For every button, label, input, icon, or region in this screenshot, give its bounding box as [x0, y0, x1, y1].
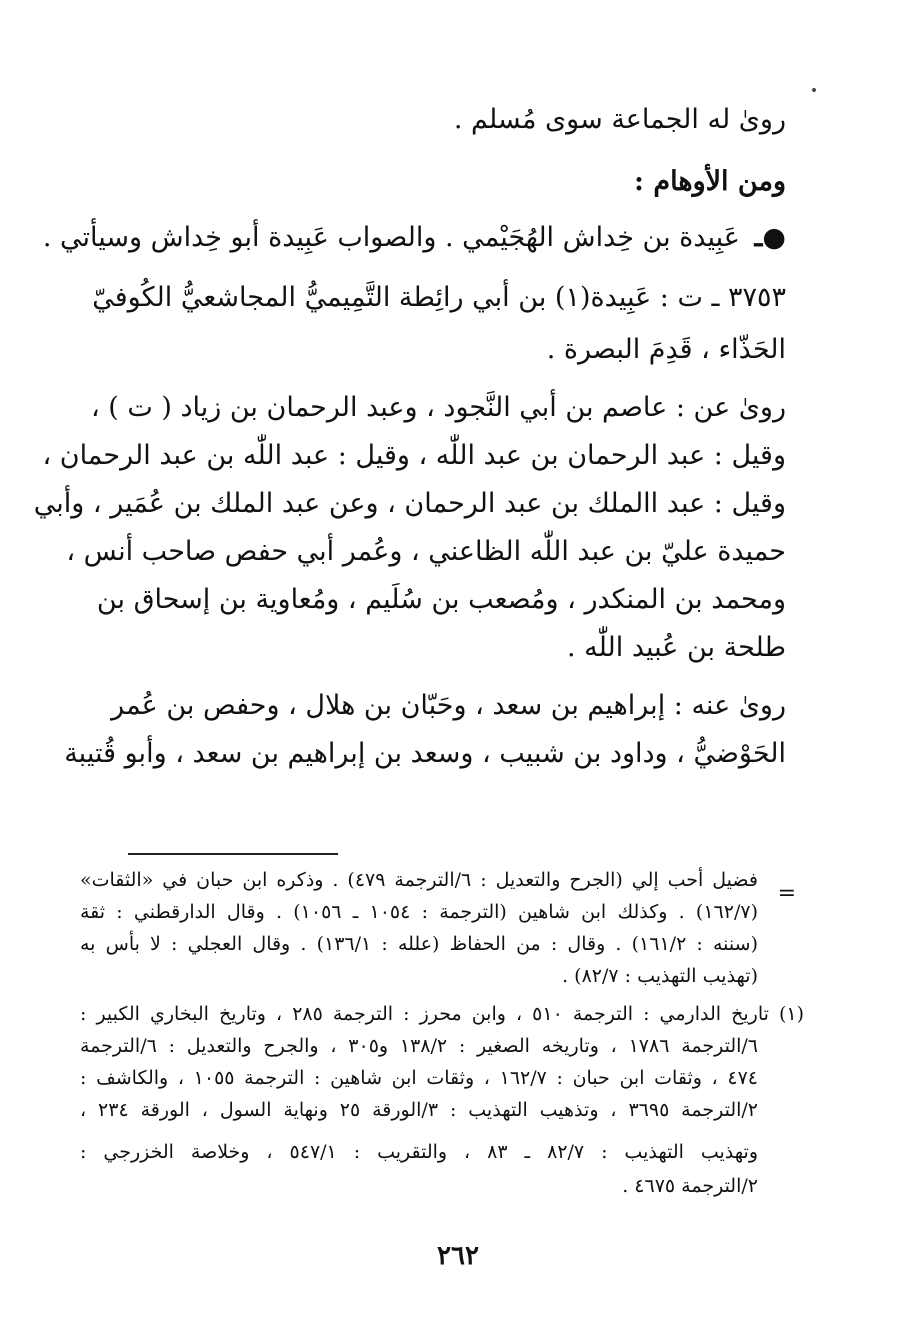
text-line: وقيل : عبد الرحمان بن عبد اللّٰه ، وقيل : عبد اللّٰه بن عبد الرحمان ،: [42, 440, 786, 471]
text-line: وقيل : عبد االملك بن عبد الرحمان ، وعن عبد الملك بن عُمَير ، وأبي: [33, 488, 786, 519]
footnote-1-line: ٦/الترجمة ١٧٨٦ ، وتاريخه الصغير : ١٣٨/٢ و٣٠٥ ، والجرح والتعديل : ٦/الترجمة: [80, 1035, 759, 1057]
footnote-1-line: وتهذيب التهذيب : ٨٢/٧ ـ ٨٣ ، والتقريب : ٥٤٧/١ ، وخلاصة الخزرجي :: [80, 1141, 759, 1163]
section-heading: ومن الأوهام :: [634, 166, 786, 197]
page-number: ٢٦٢: [437, 1241, 479, 1271]
narrated-from-line: روىٰ عن : عاصم بن أبي النَّجود ، وعبد الرحمان بن زياد ( ت ) ،: [90, 392, 786, 423]
text-line: ومحمد بن المنكدر ، ومُصعب بن سُلَيم ، ومُعاوية بن إسحاق بن: [96, 584, 786, 615]
footnote-1-line: ٤٧٤ ، وثقات ابن حبان : ١٦٢/٧ ، وثقات ابن شاهين : الترجمة ١٠٥٥ ، والكاشف :: [80, 1067, 759, 1089]
footnote-line: (١٦٢/٧) . وكذلك ابن شاهين (الترجمة : ١٠٥٤ ـ ١٠٥٦) . وقال الدارقطني : ثقة: [80, 901, 758, 923]
text-line: الحَوْضيُّ ، وداود بن شبيب ، وسعد بن إبراهيم بن سعد ، وأبو قُتيبة: [64, 738, 786, 769]
text-line: روىٰ له الجماعة سوى مُسلم .: [453, 104, 786, 135]
footnote-1-line: (١) تاريخ الدارمي : الترجمة ٥١٠ ، وابن محرز : الترجمة ٢٨٥ ، وتاريخ البخاري الكبير :: [80, 1003, 805, 1025]
entry-heading: ٣٧٥٣ ـ ت : عَبِيدة(١) بن أبي رائِطة التَّمِيميُّ المجاشعيُّ الكُوفيّ: [92, 282, 786, 313]
footnote-1-line: ٢/الترجمة ٤٦٧٥ .: [622, 1175, 758, 1197]
footnote-line: (تهذيب التهذيب : ٨٢/٧) .: [562, 965, 758, 987]
scan-speck: [811, 87, 816, 92]
footnote-continuation-mark: =: [777, 881, 796, 906]
text-line: طلحة بن عُبيد اللّٰه .: [566, 632, 786, 663]
footnote-line: (سننه : ١٦١/٢) . وقال : من الحفاظ (علله : ١٣٦/١) . وقال العجلي : لا بأس به: [80, 933, 758, 955]
footnote-separator: [128, 853, 338, 855]
footnote-1-line: ٢/الترجمة ٣٦٩٥ ، وتذهيب التهذيب : ٣/الورقة ٢٥ ونهاية السول ، الورقة ٢٣٤ ،: [80, 1099, 759, 1121]
bullet-icon: ●ـ: [754, 222, 786, 253]
bullet-text: عَبِيدة بن خِداش الهُجَيْمي . والصواب عَبِيدة أبو خِداش وسيأتي .: [42, 222, 740, 253]
narrated-by-line: روىٰ عنه : إبراهيم بن سعد ، وحَبّان بن هلال ، وحفص بن عُمر: [111, 690, 786, 721]
bullet-item: [42, 218, 786, 258]
text-line: حميدة عليّ بن عبد اللّٰه الظاعني ، وعُمر أبي حفص صاحب أنس ،: [66, 536, 786, 567]
footnote-line: فضيل أحب إلي (الجرح والتعديل : ٦/الترجمة ٤٧٩) . وذكره ابن حبان في «الثقات»: [80, 869, 758, 891]
text-line: الحَذّاء ، قَدِمَ البصرة .: [546, 334, 786, 365]
